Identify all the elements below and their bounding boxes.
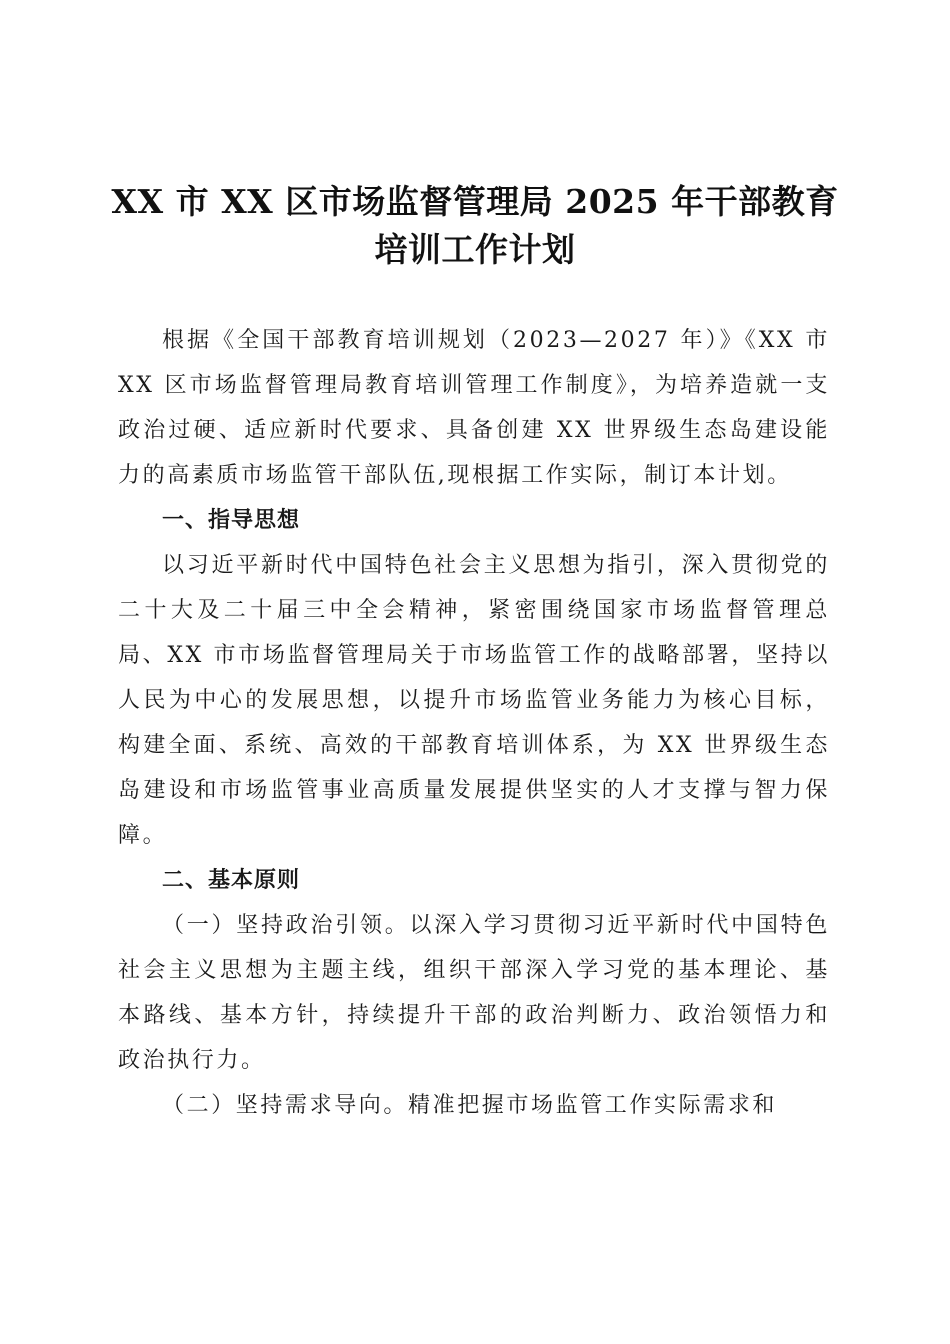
title-line-2: 培训工作计划 (374, 230, 576, 269)
document-title (100, 178, 850, 274)
section-heading-basic-principles: 二、基本原则 (162, 868, 301, 893)
principle-political-leadership-paragraph: （一）坚持政治引领。以深入学习贯彻习近平新时代中国特色社会主义思想为主题主线，组织干部深入学习党的基本理论、基本路线、基本方针，持续提升干部的政治判断力、政治领悟力和政治执行力。 (118, 913, 830, 1073)
intro-paragraph: 根据《全国干部教育培训规划（2023—2027 年）》《XX 市 XX 区市场监督管理局教育培训管理工作制度》，为培养造就一支政治过硬、适应新时代要求、具备创建 XX 世界级生态岛建设能力的高素质市场监管干部队伍,现根据工作实际，制订本计划。 (118, 328, 830, 488)
guiding-thought-paragraph: 以习近平新时代中国特色社会主义思想为指引，深入贯彻党的二十大及二十届三中全会精神，紧密围绕国家市场监督管理总局、XX 市市场监督管理局关于市场监管工作的战略部署，坚持以人民为中心的发展思想，以提升市场监管业务能力为核心目标，构建全面、系统、高效的干部教育培训体系，为 XX 世界级生态岛建设和市场监管事业高质量发展提供坚实的人才支撑与智力保障。 (118, 553, 830, 848)
section-heading-guiding-thought: 一、指导思想 (162, 508, 301, 533)
document-body (118, 318, 830, 1128)
principle-demand-orientation-paragraph: （二）坚持需求导向。精准把握市场监管工作实际需求和 (162, 1093, 778, 1118)
title-line-1: XX 市 XX 区市场监督管理局 2025 年干部教育 (111, 182, 839, 221)
